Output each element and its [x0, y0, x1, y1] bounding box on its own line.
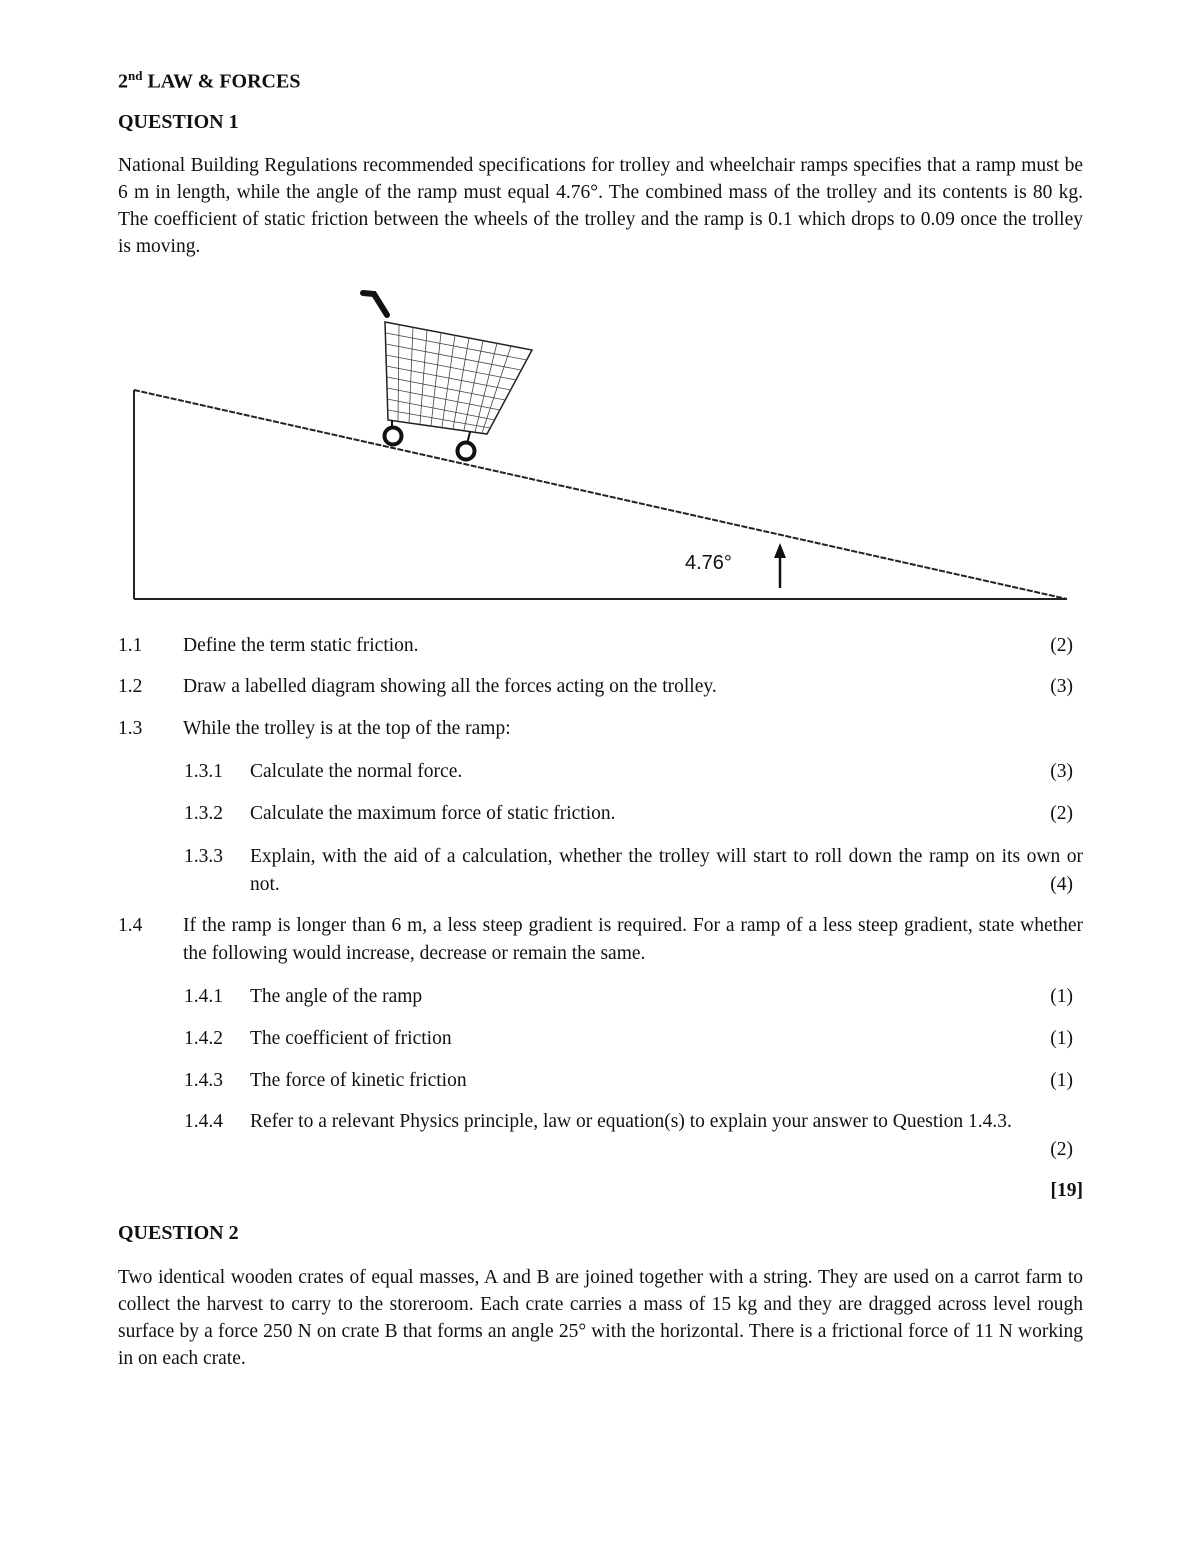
question-1-heading: QUESTION 1	[118, 111, 239, 133]
item-marks: (4)	[1050, 874, 1073, 895]
item-text: Define the term static friction.	[183, 635, 419, 656]
item-number: 1.4.3	[184, 1070, 223, 1091]
question-2-heading: QUESTION 2	[118, 1222, 239, 1244]
item-number: 1.3.2	[184, 803, 223, 824]
item-text: If the ramp is longer than 6 m, a less steep gradient is required. For a ramp of a less steep gradient, state whether the following would increase, decrease or remain the same.	[183, 915, 1083, 964]
trolley-wheel-front	[458, 443, 475, 460]
item-marks: (3)	[1050, 761, 1073, 782]
item-number: 1.4.1	[184, 986, 223, 1007]
item-number: 1.3.1	[184, 761, 223, 782]
trolley-icon	[363, 293, 532, 460]
item-marks: (2)	[1050, 803, 1073, 824]
item-number: 1.4.4	[184, 1111, 223, 1132]
item-marks: (1)	[1050, 1070, 1073, 1091]
item-text: Explain, with the aid of a calculation, whether the trolley will start to roll down the ramp on its own or not.	[250, 846, 1083, 895]
question-1-4-4	[184, 1108, 1083, 1164]
item-text: Calculate the maximum force of static friction.	[250, 803, 616, 824]
item-marks: (2)	[1050, 1139, 1073, 1160]
item-number: 1.4	[118, 915, 143, 936]
item-number: 1.3	[118, 718, 143, 739]
question-1-total: [19]	[1050, 1180, 1083, 1201]
question-1-intro: National Building Regulations recommended specifications for trolley and wheelchair ramps specifies that a ramp must be 6 m in length, while the angle of the ramp must equal 4.76°. The combined mass of the trolley and its contents is 80 kg. The coefficient of static friction between the wheels of the trolley and the ramp is 0.1 which drops to 0.09 once the trolley is moving.	[118, 155, 1083, 257]
item-text: Draw a labelled diagram showing all the forces acting on the trolley.	[183, 676, 717, 697]
item-text: While the trolley is at the top of the ramp:	[183, 718, 511, 739]
ramp-diagram	[0, 0, 1200, 620]
question-1-3-3	[184, 843, 1083, 899]
item-marks: (1)	[1050, 986, 1073, 1007]
item-number: 1.4.2	[184, 1028, 223, 1049]
item-text: The coefficient of friction	[250, 1028, 452, 1049]
item-number: 1.3.3	[184, 846, 223, 867]
angle-label: 4.76°	[685, 552, 732, 574]
trolley-wheel-rear	[385, 428, 402, 445]
question-2-intro: Two identical wooden crates of equal masses, A and B are joined together with a string. They are used on a carrot farm to collect the harvest to carry to the storeroom. Each crate carries a mass of 15 kg and they are dragged across level rough surface by a force 250 N on crate B that forms an angle 25° with the horizontal. There is a frictional force of 11 N working in on each crate.	[118, 1267, 1083, 1369]
item-marks: (1)	[1050, 1028, 1073, 1049]
item-marks: (3)	[1050, 676, 1073, 697]
item-number: 1.1	[118, 635, 143, 656]
item-text: Calculate the normal force.	[250, 761, 463, 782]
item-text: The force of kinetic friction	[250, 1070, 467, 1091]
item-text: The angle of the ramp	[250, 986, 423, 1007]
item-marks: (2)	[1050, 635, 1073, 656]
item-number: 1.2	[118, 676, 143, 697]
arrow-up-icon	[774, 543, 786, 588]
item-text: Refer to a relevant Physics principle, law or equation(s) to explain your answer to Question 1.4.3.	[250, 1111, 1012, 1132]
ramp-triangle	[134, 390, 1067, 599]
document-title: 2nd LAW & FORCES	[118, 68, 301, 93]
